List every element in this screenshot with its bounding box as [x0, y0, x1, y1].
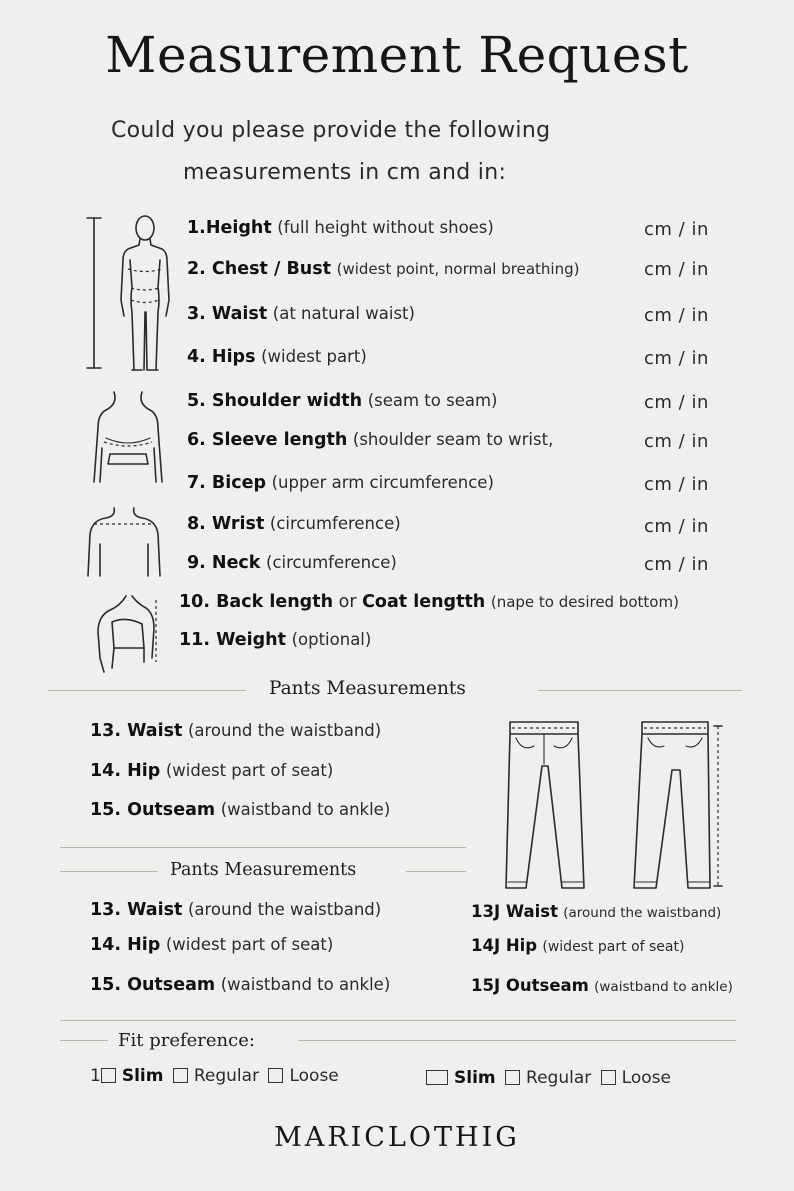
loose-checkbox[interactable]	[268, 1068, 283, 1083]
jeans-side-icon	[630, 718, 730, 894]
section-heading-pants-2: Pants Measurements	[170, 860, 357, 880]
brand-name: MARICLOTHIG	[274, 1122, 520, 1153]
measure-row-11: 11. Weight (optional)	[179, 630, 372, 650]
measure-row-5: 5. Shoulder width (seam to seam)	[187, 391, 498, 411]
unit-row-2: cm / in	[644, 259, 709, 280]
pants2-right-row-outseam: 15J Outseam (waistband to ankle)	[471, 976, 733, 995]
unit-row-3: cm / in	[644, 305, 709, 326]
section-heading-pants-1: Pants Measurements	[269, 678, 466, 699]
divider	[48, 690, 246, 691]
unit-row-5: cm / in	[644, 392, 709, 413]
pants2-row-waist: 13. Waist (around the waistband)	[90, 900, 382, 920]
unit-row-1: cm / in	[644, 219, 709, 240]
intro-line-1: Could you please provide the following	[111, 118, 551, 143]
divider	[60, 1040, 108, 1041]
jeans-front-icon	[500, 718, 590, 894]
measure-row-4: 4. Hips (widest part)	[187, 347, 367, 367]
fit-options-right: Slim Regular Loose	[426, 1068, 671, 1088]
measure-row-7: 7. Bicep (upper arm circumference)	[187, 473, 494, 493]
measure-row-1: 1.Height (full height without shoes)	[187, 218, 494, 238]
divider	[298, 1040, 736, 1041]
pants2-row-hip: 14. Hip (widest part of seat)	[90, 935, 334, 955]
pants2-row-outseam: 15. Outseam (waistband to ankle)	[90, 975, 391, 995]
unit-row-8: cm / in	[644, 516, 709, 537]
pants1-row-waist: 13. Waist (around the waistband)	[90, 721, 382, 741]
shoulder-width-icon	[84, 504, 164, 580]
body-height-icon	[80, 212, 180, 377]
pants2-right-row-hip: 14J Hip (widest part of seat)	[471, 936, 685, 955]
bust-torso-icon	[88, 388, 168, 488]
pants1-row-hip: 14. Hip (widest part of seat)	[90, 761, 334, 781]
measure-row-2: 2. Chest / Bust (widest point, normal breathing)	[187, 259, 580, 279]
divider	[60, 871, 158, 872]
back-length-icon	[92, 592, 172, 674]
measure-row-3: 3. Waist (at natural waist)	[187, 304, 415, 324]
divider	[60, 847, 466, 848]
unit-row-9: cm / in	[644, 554, 709, 575]
measure-row-10: 10. Back length or Coat lengtth (nape to desired bottom)	[179, 592, 679, 612]
fit-options-left: 1 Slim Regular Loose	[90, 1066, 339, 1086]
page-title: Measurement Request	[105, 26, 689, 84]
slim-checkbox-2[interactable]	[426, 1070, 448, 1085]
unit-row-7: cm / in	[644, 474, 709, 495]
unit-row-6: cm / in	[644, 431, 709, 452]
regular-checkbox-2[interactable]	[505, 1070, 520, 1085]
measure-row-8: 8. Wrist (circumference)	[187, 514, 401, 534]
divider	[60, 1020, 736, 1021]
fit-heading: Fit preference:	[118, 1030, 255, 1051]
divider	[538, 690, 742, 691]
slim-checkbox[interactable]	[101, 1068, 116, 1083]
measure-row-6: 6. Sleeve length (shoulder seam to wrist,	[187, 430, 554, 450]
divider	[406, 871, 466, 872]
unit-row-4: cm / in	[644, 348, 709, 369]
measure-row-9: 9. Neck (circumference)	[187, 553, 397, 573]
intro-line-2: measurements in cm and in:	[183, 160, 507, 185]
pants1-row-outseam: 15. Outseam (waistband to ankle)	[90, 800, 391, 820]
loose-checkbox-2[interactable]	[601, 1070, 616, 1085]
pants2-right-row-waist: 13J Waist (around the waistband)	[471, 902, 722, 921]
regular-checkbox[interactable]	[173, 1068, 188, 1083]
